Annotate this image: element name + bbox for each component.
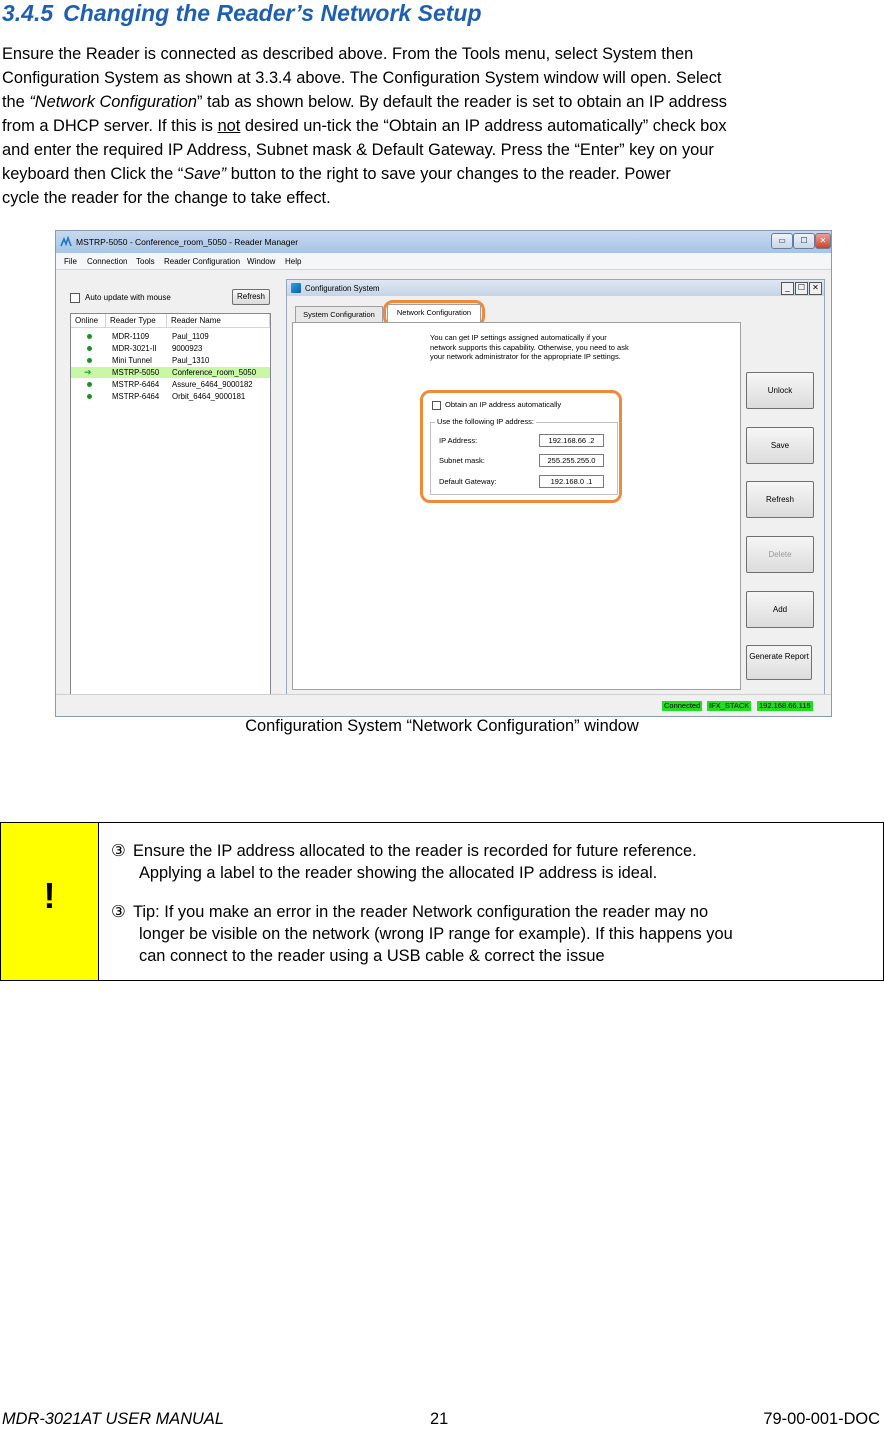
para-text: button to the right to save your changes to the reader. Power	[226, 165, 671, 183]
config-minimize-button[interactable]: _	[781, 282, 794, 295]
reader-name: Orbit_6464_9000181	[172, 392, 246, 401]
note-item-2-line-1: Tip: If you make an error in the reader Network configuration the reader may no	[133, 903, 709, 921]
para-line-5: and enter the required IP Address, Subnet mask & Default Gateway. Press the “Enter” key on your	[2, 141, 714, 159]
subnet-mask-label: Subnet mask:	[439, 456, 485, 465]
menu-file[interactable]: File	[64, 257, 77, 266]
para-line-3	[2, 90, 882, 114]
tab-system-configuration[interactable]: System Configuration	[295, 306, 383, 323]
app-icon	[60, 236, 72, 248]
para-line-2: Configuration System as shown at 3.3.4 above. The Configuration System window will open. Select	[2, 69, 722, 87]
save-button[interactable]: Save	[746, 427, 814, 464]
refresh-list-button[interactable]: Refresh	[232, 289, 270, 305]
selected-arrow-icon: ➔	[84, 367, 92, 377]
warning-cell	[1, 823, 99, 980]
close-button[interactable]: ✕	[815, 233, 831, 249]
bullet-icon: ③	[111, 903, 126, 921]
footer-manual-title: MDR-3021AT USER MANUAL	[2, 1410, 224, 1428]
subnet-mask-field[interactable]: 255.255.255.0	[539, 454, 604, 467]
note-item-1-line-1: Ensure the IP address allocated to the reader is recorded for future reference.	[133, 842, 697, 860]
menu-help[interactable]: Help	[285, 257, 302, 266]
reader-type: MSTRP-6464	[112, 380, 160, 389]
network-config-panel	[292, 322, 741, 690]
reader-name: Conference_room_5050	[172, 368, 257, 377]
reader-row[interactable]	[71, 355, 270, 366]
ip-address-field[interactable]: 192.168.66 .2	[539, 434, 604, 447]
reader-name: Paul_1109	[172, 332, 209, 341]
obtain-ip-auto-label: Obtain an IP address automatically	[445, 400, 562, 409]
column-header-online[interactable]: Online	[71, 314, 106, 328]
status-connected: Connected	[664, 701, 701, 710]
tab-network-configuration[interactable]: Network Configuration	[387, 304, 481, 323]
online-dot-icon	[87, 394, 92, 399]
column-header-reader-name[interactable]: Reader Name	[167, 314, 270, 328]
online-dot-icon	[87, 358, 92, 363]
reader-list	[70, 313, 271, 717]
ip-settings-highlight-ring	[420, 390, 622, 503]
auto-update-label: Auto update with mouse	[85, 293, 171, 302]
figure-caption: Configuration System “Network Configuration” window	[245, 717, 639, 735]
para-line-6	[2, 162, 882, 186]
menu-tools[interactable]: Tools	[136, 257, 155, 266]
online-dot-icon	[87, 334, 92, 339]
config-window-icon	[291, 283, 301, 293]
para-underline-not: not	[217, 117, 241, 135]
note-item-1-line-2: Applying a label to the reader showing the allocated IP address is ideal.	[139, 864, 658, 882]
config-maximize-button[interactable]: ☐	[795, 282, 808, 295]
reader-type: MDR-1109	[112, 332, 150, 341]
configuration-system-window	[286, 279, 825, 695]
warning-exclamation-icon: !	[43, 875, 56, 916]
refresh-button[interactable]: Refresh	[746, 481, 814, 518]
online-dot-icon	[87, 382, 92, 387]
default-gateway-field[interactable]: 192.168.0 .1	[539, 475, 604, 488]
reader-row[interactable]	[71, 391, 270, 402]
bullet-icon: ③	[111, 842, 126, 860]
reader-manager-screenshot	[55, 230, 832, 717]
reader-name: Paul_1310	[172, 356, 210, 365]
status-ip-address: 192.168.66.115	[759, 701, 811, 710]
use-following-ip-label: Use the following IP address:	[437, 417, 534, 426]
reader-name: Assure_6464_9000182	[172, 380, 253, 389]
footer-doc-number: 79-00-001-DOC	[763, 1410, 880, 1428]
menu-bar	[56, 253, 831, 270]
config-title: Configuration System	[305, 284, 380, 293]
section-heading	[2, 0, 482, 27]
minimize-button[interactable]: ▭	[771, 233, 793, 249]
para-text: from a DHCP server. If this is	[2, 117, 218, 135]
reader-row-selected[interactable]	[71, 367, 270, 378]
note-item-2-line-3: can connect to the reader using a USB cable & correct the issue	[139, 947, 605, 965]
reader-type: Mini Tunnel	[112, 356, 152, 365]
window-title: MSTRP-5050 - Conference_room_5050 - Reader Manager	[76, 237, 299, 247]
delete-button[interactable]: Delete	[746, 536, 814, 573]
section-title: Changing the Reader’s Network Setup	[63, 0, 482, 26]
para-text: keyboard then Click the “	[2, 165, 184, 183]
window-titlebar	[56, 231, 831, 253]
reader-row[interactable]	[71, 331, 270, 342]
footer-page-number: 21	[430, 1410, 449, 1428]
para-line-4	[2, 114, 882, 138]
add-button[interactable]: Add	[746, 591, 814, 628]
section-number: 3.4.5	[2, 0, 54, 26]
para-text: ” tab as shown below. By default the reader is set to obtain an IP address	[196, 93, 727, 111]
auto-update-checkbox[interactable]	[70, 293, 80, 303]
menu-connection[interactable]: Connection	[87, 257, 128, 266]
generate-report-button[interactable]: Generate Report	[746, 645, 812, 680]
ip-settings-info: You can get IP settings assigned automatically if your network supports this capability. Otherwise, you need to ask your network administrator for the appropriate IP settings.	[430, 333, 629, 361]
default-gateway-label: Default Gateway:	[439, 477, 497, 486]
reader-row[interactable]	[71, 379, 270, 390]
config-close-button[interactable]: ✕	[809, 282, 822, 295]
unlock-button[interactable]: Unlock	[746, 372, 814, 409]
note-item-2-line-2: longer be visible on the network (wrong IP range for example). If this happens you	[139, 925, 733, 943]
reader-type: MDR-3021-II	[112, 344, 157, 353]
intro-paragraph	[2, 42, 882, 210]
ip-address-label: IP Address:	[439, 436, 478, 445]
column-header-reader-type[interactable]: Reader Type	[106, 314, 167, 328]
reader-name: 9000923	[172, 344, 203, 353]
para-line-7: cycle the reader for the change to take effect.	[2, 189, 331, 207]
config-titlebar	[287, 280, 824, 296]
para-italic-tab-name: “Network Configuration	[29, 93, 197, 111]
note-box	[0, 822, 884, 981]
menu-reader-configuration[interactable]: Reader Configuration	[164, 257, 241, 266]
maximize-button[interactable]: ☐	[793, 233, 815, 249]
reader-type: MSTRP-6464	[112, 392, 160, 401]
para-italic-save: Save”	[183, 165, 227, 183]
reader-list-pane	[60, 273, 272, 688]
status-stack: IFX_STACK	[709, 701, 750, 710]
online-dot-icon	[87, 346, 92, 351]
status-bar	[56, 694, 831, 717]
para-text: the	[2, 93, 30, 111]
para-text: desired un-tick the “Obtain an IP address automatically” check box	[240, 117, 727, 135]
menu-window[interactable]: Window	[247, 257, 276, 266]
para-line-1: Ensure the Reader is connected as described above. From the Tools menu, select System then	[2, 45, 694, 63]
reader-type: MSTRP-5050	[112, 368, 160, 377]
reader-row[interactable]	[71, 343, 270, 354]
